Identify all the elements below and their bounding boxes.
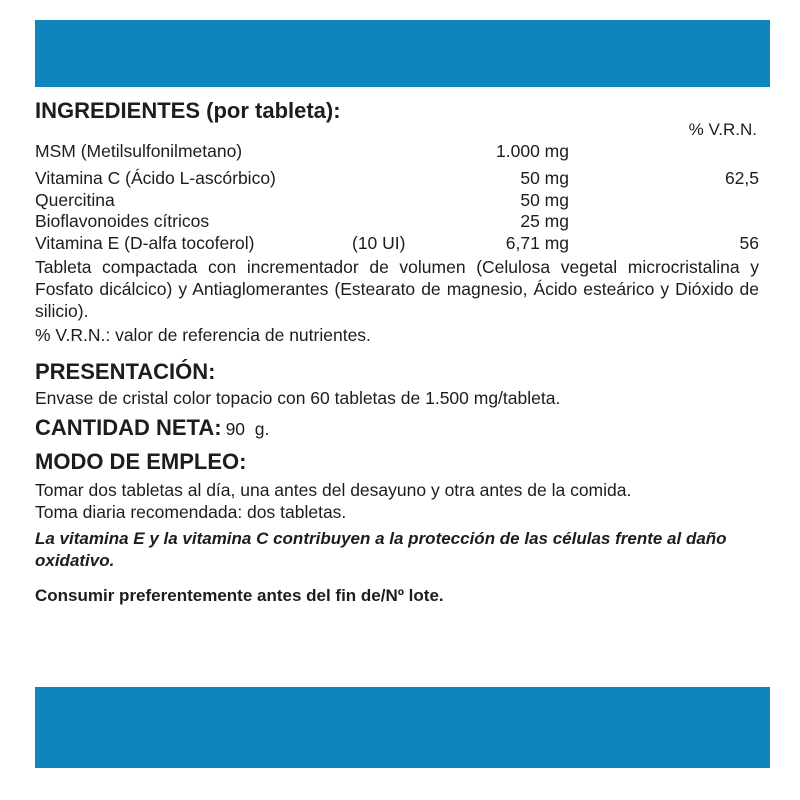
ingredient-name: Bioflavonoides cítricos xyxy=(35,211,210,231)
net-quantity-label: CANTIDAD NETA: xyxy=(35,415,222,440)
ingredient-name: Vitamina E (D-alfa tocoferol) xyxy=(35,233,255,253)
usage-title: MODO DE EMPLEO: xyxy=(35,449,247,474)
tablet-composition: Tableta compactada con incrementador de volumen (Celulosa vegetal microcristalina y Fosfato dicálcico) y Antiaglomerantes (Estearato de magnesio, Ácido esteárico y Dióxido de silicio). xyxy=(35,257,759,321)
ingredient-name: Vitamina C (Ácido L-ascórbico) xyxy=(35,168,276,188)
ingredients-title: INGREDIENTES (por tableta): xyxy=(35,98,341,123)
ingredient-vrn: 56 xyxy=(739,233,759,253)
top-color-band xyxy=(35,20,770,87)
presentation-text: Envase de cristal color topacio con 60 tabletas de 1.500 mg/tableta. xyxy=(35,388,561,408)
ingredient-amount: 25 mg xyxy=(520,211,569,231)
ingredient-row xyxy=(35,140,759,162)
ingredient-row xyxy=(35,210,759,232)
ingredient-vrn: 62,5 xyxy=(724,168,759,188)
ingredients-header xyxy=(35,96,759,140)
label-content xyxy=(35,96,759,607)
net-quantity xyxy=(35,415,759,442)
vrn-column-header: % V.R.N. xyxy=(688,120,757,139)
ingredient-amount: 50 mg xyxy=(520,190,569,210)
ingredient-amount: 50 mg xyxy=(520,168,569,188)
ingredient-amount: 1.000 mg xyxy=(496,141,569,161)
usage-text: Tomar dos tabletas al día, una antes del desayuno y otra antes de la comida. xyxy=(35,480,632,500)
ingredient-row xyxy=(35,167,759,189)
ingredient-ui: (10 UI) xyxy=(352,233,406,253)
ingredient-name: MSM (Metilsulfonilmetano) xyxy=(35,141,243,161)
ingredient-row xyxy=(35,189,759,210)
bottom-color-band xyxy=(35,687,770,768)
ingredient-row xyxy=(35,232,759,254)
daily-dose: Toma diaria recomendada: dos tabletas. xyxy=(35,502,347,522)
presentation-title: PRESENTACIÓN: xyxy=(35,359,216,384)
best-before-note: Consumir preferentemente antes del fin de/Nº lote. xyxy=(35,586,444,605)
ingredient-name: Quercitina xyxy=(35,190,115,210)
net-quantity-value: 90 g. xyxy=(225,419,270,439)
vrn-note: % V.R.N.: valor de referencia de nutrientes. xyxy=(35,325,371,345)
health-claim: La vitamina E y la vitamina C contribuyen a la protección de las células frente al daño oxidativo. xyxy=(35,529,727,570)
ingredient-amount: 6,71 mg xyxy=(505,233,569,253)
